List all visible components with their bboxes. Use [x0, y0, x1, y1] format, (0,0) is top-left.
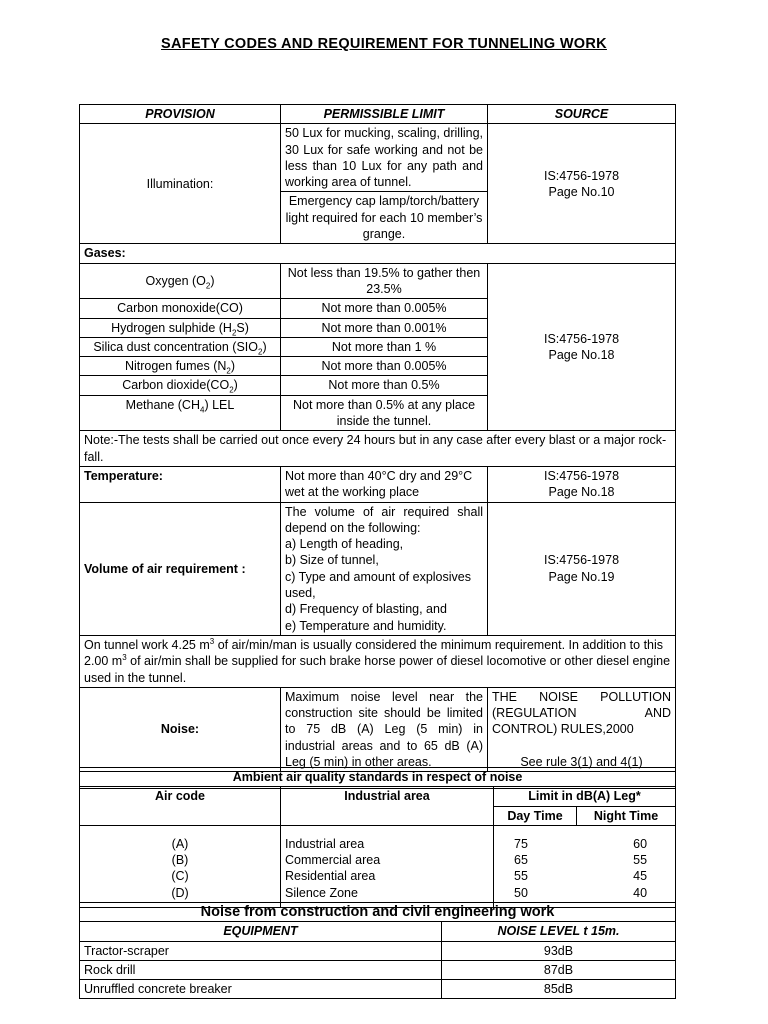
gases-label: Gases: — [80, 244, 676, 263]
ambient-noise-table — [79, 767, 676, 908]
gas-name: Oxygen $(O_2)$ — [80, 263, 281, 299]
illumination-limit-emergency: Emergency cap lamp/torch/battery light required for each 10 member’s grange. — [281, 192, 488, 244]
illumination-source — [488, 124, 676, 244]
col-air-code: Air code — [80, 787, 281, 826]
ambient-limit-row: 75 60 — [514, 836, 648, 851]
air-source-code: IS:4756-1978 — [543, 553, 620, 568]
ambient-area: Residential area — [285, 869, 376, 884]
gas-row — [80, 263, 676, 299]
noise-limit: Maximum noise level near the construction site should be limited to 75 dB (A) Leg (5 min) in industrial areas and to 65 dB (A) Leg (5 min) in other areas. — [281, 687, 488, 771]
ambient-limit-row: 65 55 — [514, 853, 648, 868]
air-note: On tunnel work 4.25 $m^3$ of air/min/man is usually considered the minimum requirement. In addition to this 2.00 $m^3$ of air/min shall be supplied for such brake horse power of diesel locomotive or other diesel engine used in the tunnel. — [80, 635, 676, 687]
noise-source-rule-ref: See rule 3(1) and 4(1) — [520, 754, 643, 769]
gases-source-code: IS:4756-1978 — [543, 331, 620, 346]
gas-name: Hydrogen sulphide $(H_2S)$ — [80, 318, 281, 337]
ambient-area: Industrial area — [285, 836, 365, 851]
gas-name: Carbon monoxide(CO) — [80, 299, 281, 318]
construction-row — [80, 960, 676, 979]
ambient-title: Ambient air quality standards in respect of noise — [80, 768, 676, 787]
ambient-code: (B) — [171, 853, 189, 868]
illumination-source-page: Page No.10 — [548, 184, 615, 199]
header-source: SOURCE — [488, 105, 676, 124]
ambient-codes — [80, 825, 281, 907]
air-intro: The volume of air required shall depend on the following: — [285, 504, 483, 535]
col-limit: Limit in dB(A) Leg* — [494, 787, 676, 806]
ambient-code: (A) — [171, 836, 189, 851]
construction-noise-table — [79, 902, 676, 999]
col-day-time: Day Time — [494, 806, 577, 825]
ambient-areas — [281, 825, 494, 907]
equipment-name: Tractor-scraper — [80, 941, 442, 960]
gas-name: Methane $(CH_4)$ LEL — [80, 395, 281, 431]
gas-limit: Not less than 19.5% to gather then 23.5% — [281, 263, 488, 299]
noise-label: Noise: — [80, 687, 281, 771]
construction-row — [80, 941, 676, 960]
illumination-source-code: IS:4756-1978 — [543, 168, 620, 183]
gas-limit: Not more than 0.005% — [281, 357, 488, 376]
air-item: a) Length of heading, — [285, 537, 404, 552]
gas-limit: Not more than 0.001% — [281, 318, 488, 337]
page-title: SAFETY CODES AND REQUIREMENT FOR TUNNELING WORK — [161, 36, 607, 52]
temperature-source — [488, 466, 676, 502]
illumination-limit-lux: 50 Lux for mucking, scaling, drilling, 30 Lux for safe working and not be less than 10 Lux for any path and working area of tunnel. — [281, 124, 488, 192]
gas-limit: Not more than 0.5% at any place inside the tunnel. — [281, 395, 488, 431]
ambient-code: (D) — [171, 885, 189, 900]
construction-title: Noise from construction and civil engineering work — [80, 903, 676, 922]
ambient-limits — [494, 825, 676, 907]
noise-source-rules: THE NOISE POLLUTION (REGULATION AND CONTROL) RULES,2000 — [492, 689, 671, 737]
equipment-noise: 93dB — [442, 941, 676, 960]
illumination-label: Illumination: — [80, 124, 281, 244]
temperature-limit: Not more than 40°C dry and 29°C wet at the working place — [281, 466, 488, 502]
air-item: e) Temperature and humidity. — [285, 618, 447, 633]
gas-limit: Not more than 1 % — [281, 337, 488, 356]
col-noise-level: NOISE LEVEL t 15m. — [442, 922, 676, 941]
provisions-table — [79, 104, 676, 789]
gas-name: Nitrogen fumes $(N_2)$ — [80, 357, 281, 376]
col-industrial-area: Industrial area — [281, 787, 494, 826]
air-limit — [281, 502, 488, 635]
construction-row — [80, 980, 676, 999]
col-equipment: EQUIPMENT — [80, 922, 442, 941]
gases-source-page: Page No.18 — [548, 348, 615, 362]
gas-limit: Not more than 0.005% — [281, 299, 488, 318]
air-source — [488, 502, 676, 635]
air-item: c) Type and amount of explosives used, — [285, 569, 471, 601]
ambient-area: Commercial area — [285, 853, 381, 868]
air-label: Volume of air requirement : — [80, 502, 281, 635]
temperature-source-page: Page No.18 — [548, 485, 615, 500]
equipment-noise: 87dB — [442, 960, 676, 979]
ambient-code: (C) — [171, 869, 189, 884]
gas-limit: Not more than 0.5% — [281, 376, 488, 395]
header-permissible-limit: PERMISSIBLE LIMIT — [281, 105, 488, 124]
gases-note: Note:-The tests shall be carried out once every 24 hours but in any case after every blast or a major rock-fall. — [80, 431, 676, 467]
air-source-page: Page No.19 — [548, 569, 615, 584]
noise-source — [488, 687, 676, 771]
ambient-limit-row: 50 40 — [514, 885, 648, 900]
equipment-noise: 85dB — [442, 980, 676, 999]
temperature-source-code: IS:4756-1978 — [543, 468, 620, 483]
col-night-time: Night Time — [577, 806, 676, 825]
header-provision: PROVISION — [80, 105, 281, 124]
gas-name: Silica dust concentration $(SIO_2)$ — [80, 337, 281, 356]
air-item: d) Frequency of blasting, and — [285, 602, 447, 617]
gases-source — [488, 263, 676, 431]
temperature-label: Temperature: — [80, 466, 281, 502]
ambient-area: Silence Zone — [285, 885, 358, 900]
gas-name: Carbon $dioxide(CO_2)$ — [80, 376, 281, 395]
air-item: b) Size of tunnel, — [285, 553, 379, 568]
equipment-name: Unruffled concrete breaker — [80, 980, 442, 999]
equipment-name: Rock drill — [80, 960, 442, 979]
ambient-limit-row: 55 45 — [514, 869, 648, 884]
